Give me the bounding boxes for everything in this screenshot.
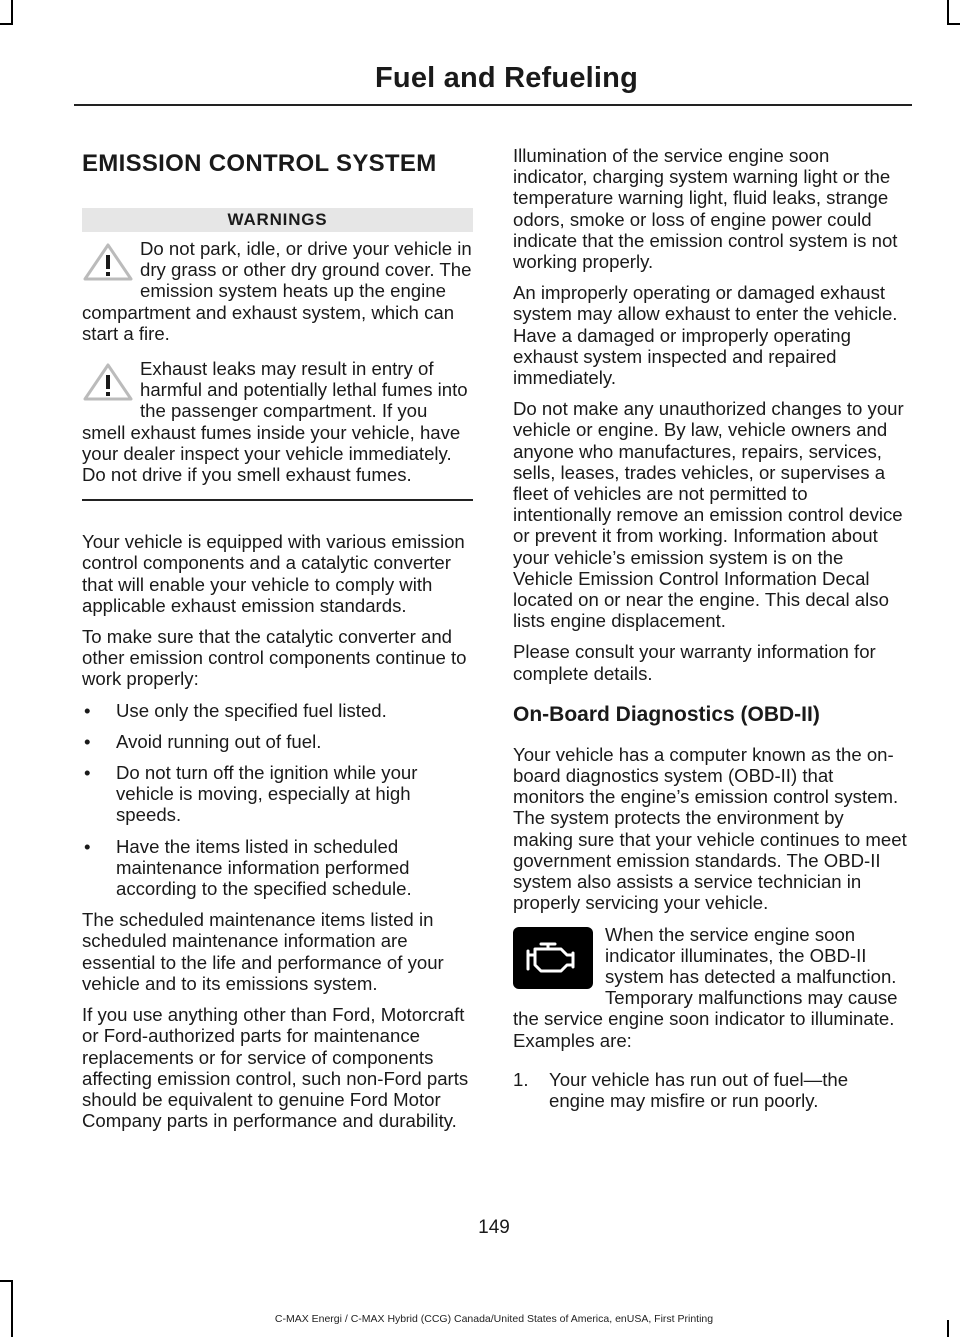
indicator-text: When the service engine soon indicator illuminates, the OBD-II system has detected a malfunction. Temporary malfunctions may cause the service engine soon indicator to illuminate. Examples are:: [513, 923, 898, 1051]
paragraph-warranty: Please consult your warranty information for complete details.: [513, 641, 876, 684]
list-item: • Have the items listed in scheduled maintenance information performed according to the specified schedule.: [82, 836, 473, 900]
list-item: • Use only the specified fuel listed.: [82, 700, 473, 721]
numbered-list: [513, 1069, 907, 1111]
crop-mark: [947, 0, 949, 24]
right-column: [513, 145, 907, 1111]
list-text: Your vehicle has run out of fuel—the engine may misfire or run poorly.: [549, 1068, 849, 1111]
warning-item: [82, 238, 473, 344]
indicator-paragraph: [513, 924, 907, 1051]
warning-text: Exhaust leaks may result in entry of harmful and potentially lethal fumes into the passenger compartment. If you smell exhaust fumes inside your vehicle, have your dealer inspect your vehicle immediately. Do not drive if you smell exhaust fumes.: [82, 358, 468, 486]
warnings-divider: [82, 499, 473, 501]
paragraph-intro: Your vehicle is equipped with various emission control components and a catalytic converter that will enable your vehicle to comply with applicable exhaust emission standards.: [82, 531, 465, 616]
subsection-heading: On-Board Diagnostics (OBD-II): [513, 702, 820, 726]
warning-text: Do not park, idle, or drive your vehicle in dry grass or other dry ground cover. The emission system heats up the engine compartment and exhaust system, which can start a fire.: [82, 238, 472, 344]
paragraph-scheduled: The scheduled maintenance items listed in scheduled maintenance information are essential to the life and performance of your vehicle and to its emissions system.: [82, 909, 444, 994]
header-rule: [74, 104, 912, 106]
footer-text: C-MAX Energi / C-MAX Hybrid (CCG) Canada/United States of America, enUSA, First Printing: [274, 1313, 714, 1325]
page-number: 149: [478, 1217, 510, 1238]
crop-mark: [11, 0, 13, 24]
bullet-list: [82, 700, 473, 900]
crop-mark: [947, 23, 960, 25]
crop-mark: [0, 1280, 13, 1282]
crop-mark: [0, 23, 13, 25]
warning-triangle-icon: [82, 242, 134, 282]
left-column: [82, 145, 473, 1141]
paragraph-changes: Do not make any unauthorized changes to your vehicle or engine. By law, vehicle owners and anyone who manufactures, repairs, services, sells, leases, trades vehicles, or supervises a fleet of vehicles are not permitted to intentionally remove an emission control device or prevent it from working. Information about your vehicle’s emission system is on the Vehicle Emission Control Information Decal located on or near the engine. This decal also lists engine displacement.: [513, 398, 904, 632]
check-engine-icon: [513, 927, 593, 989]
list-item: [513, 1069, 907, 1111]
warning-triangle-icon: [82, 362, 134, 402]
section-heading: EMISSION CONTROL SYSTEM: [82, 150, 437, 177]
crop-mark: [11, 1280, 13, 1337]
warning-item: [82, 358, 473, 485]
paragraph-obd: Your vehicle has a computer known as the on-board diagnostics system (OBD-II) that monitors the engine’s emission control system. The system protects the environment by making sure that your vehicle continues to meet government emission standards. The OBD-II system also assists a service technician in properly servicing your vehicle.: [513, 743, 907, 914]
warnings-bar: WARNINGS: [82, 208, 473, 232]
paragraph-exhaust: An improperly operating or damaged exhaust system may allow exhaust to enter the vehicle. Have a damaged or improperly operating exhaust system inspected and repaired immediately.: [513, 282, 898, 389]
list-number: 1.: [513, 1068, 529, 1090]
paragraph-lead: To make sure that the catalytic converter and other emission control components continue to work properly:: [82, 626, 467, 690]
engine-symbol: [523, 938, 583, 978]
paragraph-illumination: Illumination of the service engine soon indicator, charging system warning light or the temperature warning light, fluid leaks, strange odors, smoke or loss of engine power could indicate that the emission control system is not working properly.: [513, 145, 898, 273]
list-item: • Avoid running out of fuel.: [82, 731, 473, 752]
list-item: • Do not turn off the ignition while your vehicle is moving, especially at high speeds.: [82, 762, 473, 826]
page-header-title: Fuel and Refueling: [375, 62, 638, 94]
paragraph-parts: If you use anything other than Ford, Motorcraft or Ford-authorized parts for maintenance replacements or for service of components affecting emission control, such non-Ford parts should be equivalent to genuine Ford Motor Company parts in performance and durability.: [82, 1004, 469, 1132]
